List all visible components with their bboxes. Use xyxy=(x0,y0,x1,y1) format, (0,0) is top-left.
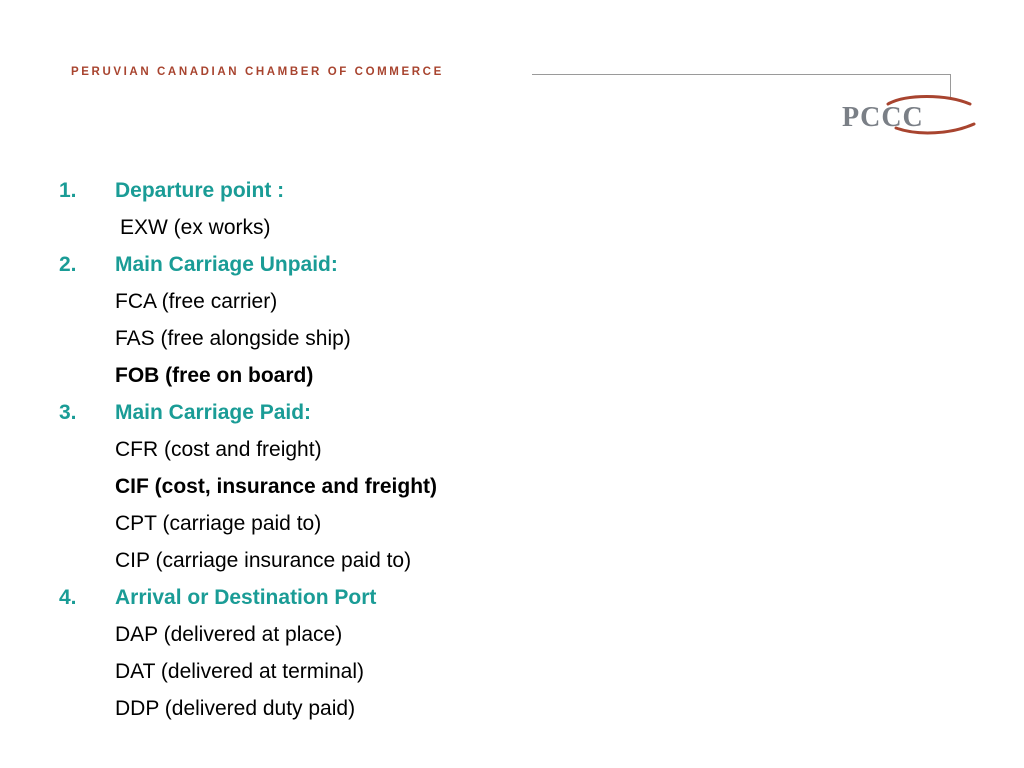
section-number: 4. xyxy=(59,586,77,609)
logo-text: PCCC xyxy=(842,102,924,133)
section-number: 2. xyxy=(59,253,77,276)
list-item-exw: EXW (ex works) xyxy=(120,216,271,239)
list-item-cfr: CFR (cost and freight) xyxy=(115,438,322,461)
section-number: 3. xyxy=(59,401,77,424)
section-title: Arrival or Destination Port xyxy=(115,586,377,609)
org-name: PERUVIAN CANADIAN CHAMBER OF COMMERCE xyxy=(71,66,444,78)
section-title: Main Carriage Unpaid: xyxy=(115,253,338,276)
list-item-cpt: CPT (carriage paid to) xyxy=(115,512,322,535)
list-item-ddp: DDP (delivered duty paid) xyxy=(115,697,356,720)
section-title: Departure point : xyxy=(115,179,285,202)
list-item-cip: CIP (carriage insurance paid to) xyxy=(115,549,412,572)
section-number: 1. xyxy=(59,179,77,202)
list-item-fca: FCA (free carrier) xyxy=(115,290,278,313)
list-item-dap: DAP (delivered at place) xyxy=(115,623,343,646)
list-item-fas: FAS (free alongside ship) xyxy=(115,327,351,350)
section-title: Main Carriage Paid: xyxy=(115,401,312,424)
list-item-fob: FOB (free on board) xyxy=(115,364,314,387)
list-item-cif: CIF (cost, insurance and freight) xyxy=(115,475,438,498)
list-item-dat: DAT (delivered at terminal) xyxy=(115,660,364,683)
